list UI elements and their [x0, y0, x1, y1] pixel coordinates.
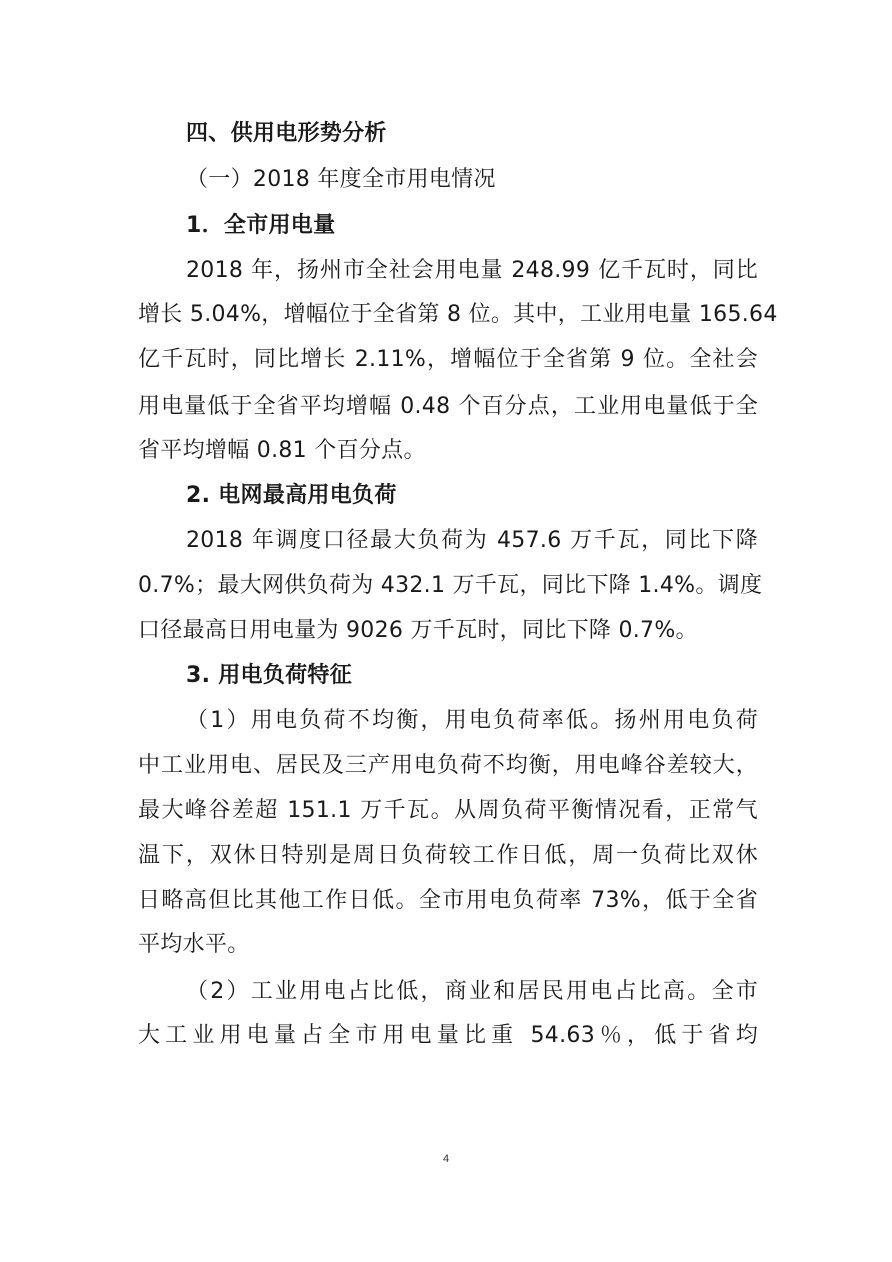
para1-line: 中工业用电、居民及三产用电负荷不均衡，用电峰谷差较大， [138, 753, 758, 778]
item2-line: 口径最高日用电量为 9026 万千瓦时，同比下降 0.7%。 [138, 618, 698, 643]
item2-line: 2018 年调度口径最大负荷为 457.6 万千瓦，同比下降 [186, 528, 758, 553]
item1-line: 用电量低于全省平均增幅 0.48 个百分点，工业用电量低于全 [138, 394, 758, 419]
section-title: 四、供用电形势分析 [186, 121, 387, 146]
item3-title: 3. 用电负荷特征 [186, 663, 353, 688]
para1-line: 平均水平。 [138, 932, 250, 957]
item1-line: 增长 5.04%，增幅位于全省第 8 位。其中，工业用电量 165.64 [138, 302, 778, 327]
para1-line: 最大峰谷差超 151.1 万千瓦。从周负荷平衡情况看，正常气 [138, 798, 758, 823]
item1-line: 省平均增幅 0.81 个百分点。 [138, 438, 426, 463]
para1-line: （1）用电负荷不均衡，用电负荷率低。扬州用电负荷 [186, 708, 758, 733]
para1-line: 温下，双休日特别是周日负荷较工作日低，周一负荷比双休 [138, 843, 758, 868]
item1-line: 亿千瓦时，同比增长 2.11%，增幅位于全省第 9 位。全社会 [138, 347, 758, 372]
subsection-title: （一）2018 年度全市用电情况 [186, 167, 496, 192]
item2-title: 2. 电网最高用电负荷 [186, 483, 397, 508]
item1-line: 2018 年，扬州市全社会用电量 248.99 亿千瓦时，同比 [186, 258, 758, 283]
para2-line: 大工业用电量占全市用电量比重 54.63％，低于省均 [138, 1023, 758, 1048]
item2-line: 0.7%；最大网供负荷为 432.1 万千瓦，同比下降 1.4%。调度 [138, 573, 763, 598]
page-number: 4 [442, 1153, 450, 1165]
item1-title: 1．全市用电量 [186, 213, 336, 238]
para1-line: 日略高但比其他工作日低。全市用电负荷率 73%，低于全省 [138, 888, 758, 913]
para2-line: （2）工业用电占比低，商业和居民用电占比高。全市 [186, 979, 758, 1004]
